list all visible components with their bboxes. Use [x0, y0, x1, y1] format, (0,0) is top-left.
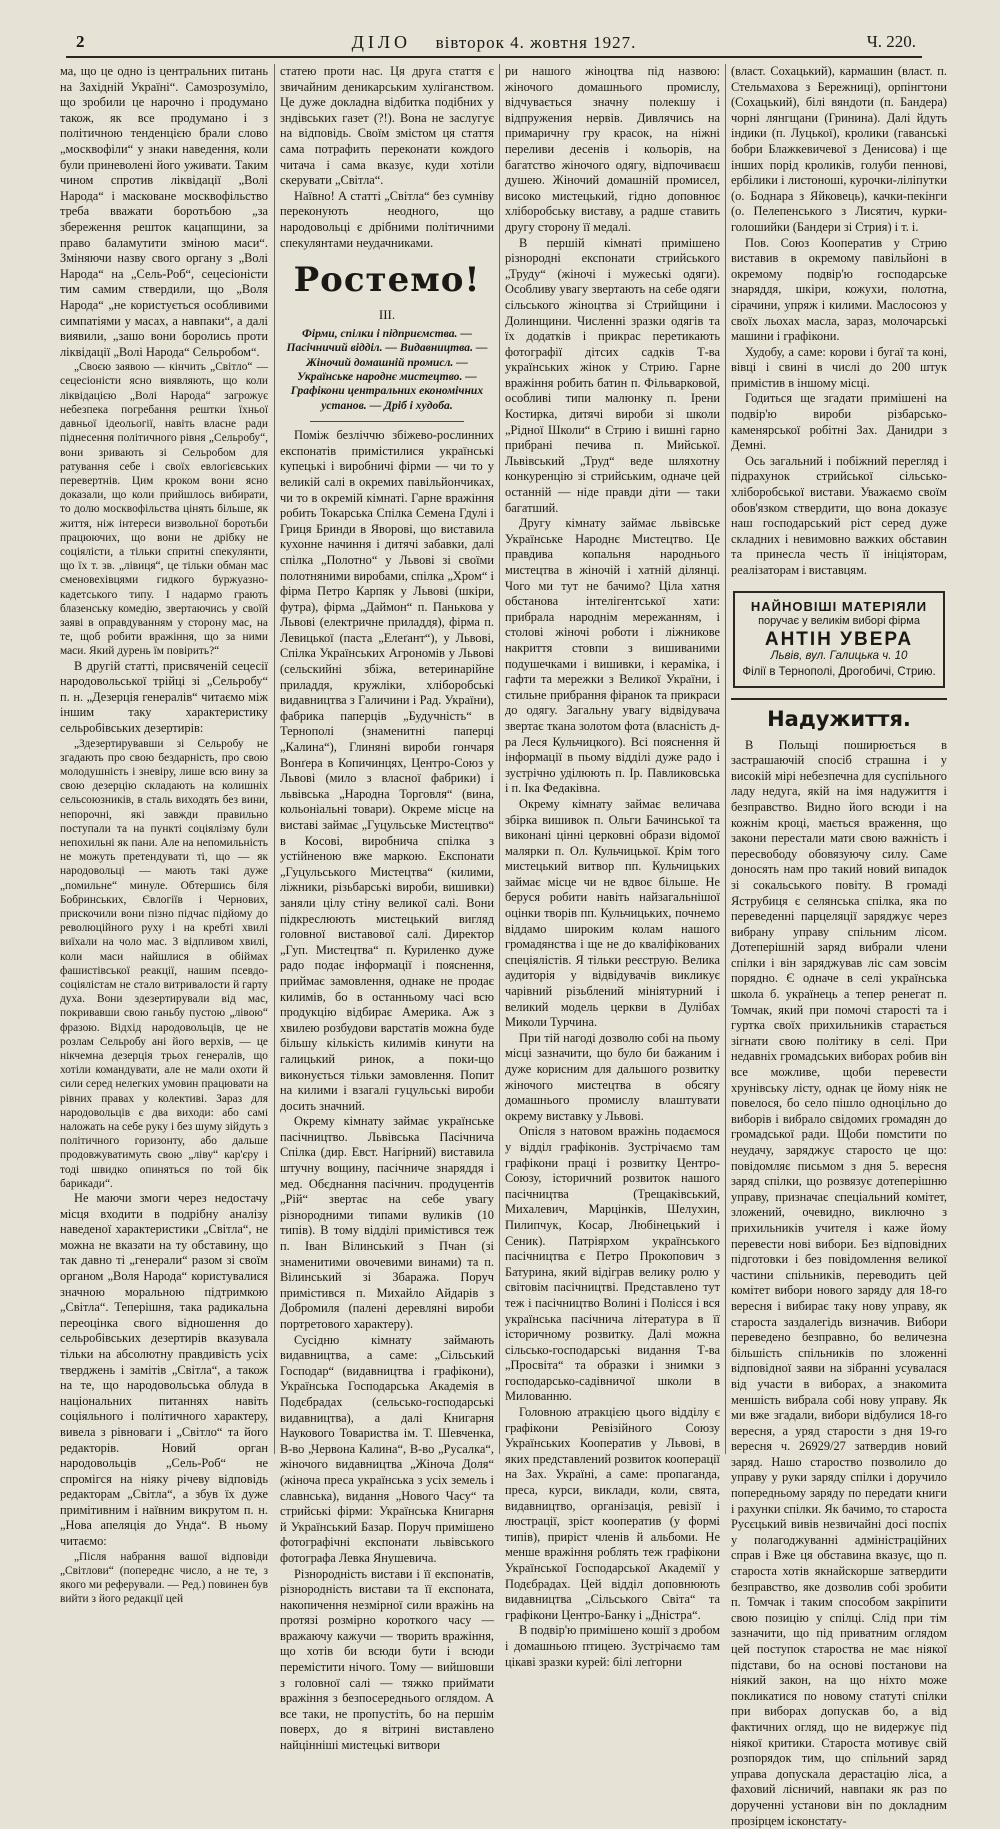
ad-headline: НАЙНОВІШІ МАТЕРІЯЛИ	[750, 598, 928, 614]
paragraph: В подвір'ю примішено кошії з дробом і домашньою птицею. Зустрічаємо там цікаві зразки курей: білі леґгорни	[505, 1623, 720, 1669]
paragraph: Опісля з натовом вражінь подаємося у відділ графіконів. Зустрічаємо там графікони праці і розвитку Центро-Союзу, історичний розвиток нашого пасічництва (Трещаківський, Михалевич, Марцінків, Шелухин, Пилипчук, Косар, Любінецький і Сеник). Патріярхом українського пасічництва є Петро Прокопович з Батурина, який відіграв велику ролю у світовім пасічництві. Представлено тут теж і пасічництво Волині і Полісся і вся українська пасічнича література в її історичному розвитку. Далі можна сільсько-господарські видання Т-ва „Просвіта“ та образки і знимки з господарсько-садівничої школи в Милованню.	[505, 1124, 720, 1404]
masthead	[66, 30, 922, 58]
ad-branches: Філії в Тернополі, Дрогобичі, Стрию.	[742, 665, 936, 678]
quote-paragraph: „Після набрання вашої відповіди „Світлови“ (попереднє число, а не те, з якого ми реферували. — Ред.) повинен був вийти з його редакції цей	[60, 1550, 268, 1606]
paragraph: Не маючи змоги через недостачу місця входити в подрібну аналізу наведеної характеристики „Світла“, не можна не вказати на ту обставину, що так давно ті „генерали“ разом зі своїм органом „Воля Народа“ користувалися значною моральною підтримкою „Світла“. Теперішня, така радикальна переоцінка свого відношення до сельробівських дезертирів вказувала тільки на абсолютну правдивість усіх тверджень і замітів „Світла“, а також на те, що народовольська облуда в національних питаннях навіть соціяльного і політичного характеру, вивела з рівноваги і „Світло“ та його редакторів. Новий орган народовольців „Сель-Роб“ не спромігся на ніяку річеву відповідь редакторам „Світла“, а збув їх дуже примітивним і наївним викрутом п. н. „Нова апеляція до Унда“. В ньому читаємо:	[60, 1191, 268, 1549]
paragraph: В другій статті, присвяченій сецесії народовольської трійці зі „Сельробу“ п. н. „Дезерція генералів“ читаємо між іншим таку характеристику сельробівських дезертирів:	[60, 658, 268, 735]
paragraph: В Польщі поширюється в застрашаючій спосіб страшна і у високій мірі небезпечна для суспільного ладу недуга, якій на імя надужиття і безправство. Видно його всюди і на кожнім кроці, мається враження, що закони перестали мати свою важність і пересвободу обовязуючу силу. Саме доносять нам про такий новий випадок зі сокальського повіту. В громаді Яструбиця є селянська спілка, яка по переведенні парцеляції заряджує через вибрану управу спільним лісом. Дотеперішній заряд вибрали члени спілки і він заряджував ліс сам зовсім порядно. Є одначе в селі українська школа б. українець а тепер ренегат п. Томчак, який при помочі старості та і гуртка своїх прихильників старається зігнати свою політику в селі. При недавніх громадських виборах робив він все можливе, щоби перевести хрунівську лісту, однак це йому ніяк не повелося, бо село пішло одноцільно до виборів і вибрало свідомих громадян до громадської ради. Щоби помстити по неудачу, заряджує старосто це що: повідомляє письмом з дня 5. вересня заряд спілки, що розвязує дотеперішню управу, призначає спеціальний комітет, зложений, очевидно, виключно з прихильників учителя і каже йому перевести нові вибори. Без відповідних підготовки і без повідомлення великої частини спільників, переводить цей комітет вибори нового заряду для 18-го вересня і вибирає таку нову управу, як староста заздалегідь визначив. Вибори переведено безправно, бо величезна більшість спільників по зложенні відповідної заяви на зібранні усувалася від участи в виборах, а знакомита меншість вибрала собі нову управу. Як ми вже згадали, вибори відбулися 18-го вересня, а уряд старости з дня 19-го вересня ч. 26929/27 затвердив новий заряд. Нашо староство позволило до управу у руки заряду спілки і доручило попередньому заряду по передати книги і рахунки спілки. Як бачимо, то староста Русєцький вивів незвичайні досі поспіх у полагоджуванні адміністраційних справ і Вже ця обставина вказує, що п. староста хотів якнайскорше затвердити безправство, яке дозволив собі зробити п. Томчак і таким способом закріпити свою позицію у спілці. Слід при тім зазначити, що під приватним оглядом цей поступок староства не має ніякої підстави, бо на основі постанови на ніякий закон, на що ніхто може покликатися по новому статуті спілки при виборах допускав бо, а від фактичних огляд, що не видержує під ніякої критики. Староста мотивує свій розпорядок тим, що спільний заряд управа допускала дерастацію ліса, а фаховий лісничий, навпаки як раз по дорученні установи він по докладним прозірцем ісконстату-	[731, 737, 947, 1828]
paragraph: статею проти нас. Ця друга стаття є звичайним деникарським хуліганством. Це дуже докладна відбитка подібних у зндівських газет (?!). Вона не заслугує на відповідь. Своїм змістом ця стаття сама потрафить переконати кождого читача і сама вказує, куди хотіли скерувати „Світла“.	[280, 64, 494, 188]
paragraph: Ось загальний і побіжний перегляд і підрахунок стрийської сільсько-хліборобської вистави. Уважаємо своїм обов'язком ствердити, що вона доказує наш господарський ріст серед дуже складних і невимовно важких обставин та принесла честь її ініціяторам, реалізаторам і виставцям.	[731, 453, 947, 577]
paragraph: Поміж безліччю збіжево-рослинних експонатів примістилися українські купецькі і виробничі фірми — чи то у великій салі в окремих павільйончиках, чи то в окремій кімнаті. Гарне вражіння робить Токарська Спілка Семена Гдулі і Гриця Бринди в Яворові, що виставила кухонне начиння і дитячі забавки, далі спілка „Полотно“ у Львові зі своїми полотняними виробами, спілка „Хром“ і фірма Петро Карпяк у Львові (шкіри, футра), фірма „Даймон“ п. Панькова у Львові (електричне приладдя), фірма п. Левицької (паста „Елеґант“), у Львові, Спілка Українських Агрономів у Львові (сельскийні збіжа, ветеринарійне приладдя, кружліки, хліборобські видавництва з Галичини і Рад. України), фабрика паперців „Будучність“ в Тернополі (знаменитні паперці „Калина“), Глиняні вироби гончаря Вонґера в Копичинцях, Центро-Союз у Львові (мило з власної фабрики) і львівська „Народна Торговля“ (вина, кольоніальні товари). Окреме місце на виставі займає „Гуцульське Мистецтво“ в Косові, виробнича спілка з устійненою вже маркою. Експонати „Гуцульського Мистецтва“ (килими, ліжники, різьбарські вироби, вишивки) заняли цілу стіну великої салі. Вони підкреслюють мистецький вигляд головної виставової салі. Директор „Гуп. Мистецтва“ п. Куриленко дуже радо подає інформації і пояснення, приймає замовлення, однаке не продає килимів, бо в останньому часі всю продукцію відбирає Америка. Аж з хвилею розбудови варстатів можна буде більшу кількість килимів кинути на галицький ринок, а поки-що виконується тільки замовлення. Попит на килими і взагалі гуцульські вироби досить значний.	[280, 428, 494, 1113]
issue-date: вівторок 4. жовтня 1927.	[435, 33, 637, 52]
paragraph: Різнородність вистави і її експонатів, різнородність вистави та її експоната, накопичення незмірної сили вражінь на протязі розмірно короткого часу —вражаючу кажучи — творить вражіння, що хотів би всюди бути і всюди перемістити нічого. Тому — вийшовши з головної салі — тяжко приймати вражіння з безпосереднього оглядом. А все таки, не пропустіть, бо на першім поверх, до я вітрині виставлено найцінніші мистецькі витвори	[280, 1566, 494, 1753]
paragraph: Головною атракцією цього відділу є графікони Ревізійного Союзу Українських Кооператив у Львові, в яких представлений розвиток кооперації на Зах. Україні, а саме: пропаганда, преса, курси, виклади, коли, свята, видавництво, організація, ревізії і люстрації, зріст кооператив (у формі типів), приріст членів й альбоми. Не менше вражіння роблять теж графікони Української Господарської Академії у Подєбрадах. Цей відділ доповнюють видавництва „Сільського Світа“ та графікони Центро-Банку і „Дністра“.	[505, 1405, 720, 1622]
ad-subline: поручає у великім виборі фірма	[758, 615, 920, 628]
paragraph: В першій кімнаті примішено різнородні експонати стрийського „Труду“ (жіночі і мужеські одяги). Особливу увагу звертають на себе одяги сільського жіноцтва зі Стрийщини і Долинщини. Численні зразки одягів та їх додатків і прикрас перетикають фотографії дітсих садків Т-ва українських жінок у Стрию. Гарне вражіння робить батин п. Фільварковой, особливі типи малюнку п. Ірени Костирка, дитячі вироби зі школи „Рідної Школи“ в Стрию і вишні гарно прибрані печива п. Мийської. Львівський „Труд“ веде шляхотну конкуренцію зі стрийським, одначе цей останній — ніде правди діти — таки багатший.	[505, 235, 720, 515]
column-rule	[725, 64, 726, 1454]
paragraph: Окрему кімнату займає українське пасічництво. Львівська Пасічнича Спілка (дир. Евст. Нагірний) виставила штучну вощину, пасічниче знаряддя і мед. Обєднання пасічнич. продуцентів „Рій“ звертає на себе увагу різнородними типами вуликів (10 типів). В тому відділі примістився теж п. Іван Вілинський з Пчан (зі знаменитими овочевими винами) та п. Вілинський зі Збаража. Поруч примістився п. Михайло Айдарів з Добромиля (палені деревляні вироби портретового характеру).	[280, 1114, 494, 1331]
ad-company-name: АНТІН УВЕРА	[764, 628, 914, 650]
column-rule	[274, 64, 275, 1454]
page-number: 2	[76, 32, 85, 51]
paragraph: Худобу, а саме: корови і бугаї та коні, вівці і свині в числі до 200 штук примістив в іншому місці.	[731, 344, 947, 390]
masthead-center	[66, 32, 922, 53]
paragraph: Наївно! А статті „Світла“ без сумніву переконують неодного, що народовольці є дрібними політичними спекулянтами неудачниками.	[280, 188, 494, 250]
article-part-number: III.	[378, 307, 396, 323]
paragraph: ри нашого жіноцтва під назвою: жіночого домашнього промислу, відчувається значну полекшу і відпружения нервів. Дивлячись на примаричну гру красок, на ніжні переливи десенів і кольорів, на багатство жіночого одягу, відпочиваєш душею. Жіночий домашній промисел, високо мистецький, гідно доповнює хліборобську виставу, а радше ставить другу сторону її медалі.	[505, 64, 720, 234]
column-1	[60, 64, 268, 1606]
paragraph: Окрему кімнату займає величава збірка вишивок п. Ольги Бачинської та виконані цінні церковні образи відомої малярки п. Ол. Кульчицької. Крім того мистецький витвор пп. Кульчицьких займає місце чи не вдвоє більше. Не беруся робити навіть найзагальнішої оцінки творів пп. Кульчицьких, почнемо віддамо широким колам нашого громадянства і ще не до кваліфікованих спеціялістів. Я тільки реєструю. Велика аудиторія у відвідувачів викликує чарівний різьблений мініятурний і великий модель церкви в Дулібах Миколи Турчина.	[505, 796, 720, 1030]
issue-number: Ч. 220.	[866, 32, 916, 51]
divider	[310, 421, 464, 422]
paragraph: Пов. Союз Кооператив у Стрию виставив в окремому павільйоні в окремому подвір'ю господарське знаряддя, шкіри, кожухи, полотна, сірачини, упряж і килими. Маслосоюз у своїх льохах масла, зараз, молочарські машини і графікони.	[731, 235, 947, 344]
section-divider	[731, 698, 947, 700]
newspaper-title: ДІЛО	[351, 32, 412, 52]
paragraph: Годиться ще згадати примішені на подвір'ю вироби різбарсько-каменярської робітні Зах. Данидри з Демні.	[731, 391, 947, 453]
quote-paragraph: „Здезертирувавши зі Сельробу не згадають про свою бездарність, про свою молодушність і зневіру, лише всю вину за свою дезерцію складають на колишніх сельсоюзників, в сталь виходять без вини, непорочні, які завжди правильно поступали та на пункті соціялізму були непохильні як пани. Але на непомильність не можуть претендувати ті, що — як народовольці — мають такі дуже „помильне“ минуле. Обтершись біля Бобринських, Євлогіїв і Чернових, прискочили вони пізно підчас підйому до революційного руху і на кребті хвилі виїхали на чоло мас. З відпливом хвилі, коли маси найшлися в обіймах фашистівської реакції, нашим псевдо-соціялістам не стало витривалости й гарту духа. Вони здезертирували від мас, покривавши свою ганьбу пустою „лівою“ фразою. Відхід народовольців, це не розлам Сельробу ані його верхів, — це нікчемна дезерція трьох генералів, що хотіли командувати, але не мали охоти й сили серед нелегких умовин працювати на рівних правах у колективі. Зараз для народовольців є два виходи: або самі наложать на себе руку і без шуму зійдуть з політичного горизонту, або дальше продовжуватимуть свою „ліву“ кар'єру і тоді швидко опиняться по той бік барикади“.	[60, 737, 268, 1190]
column-4	[731, 64, 947, 1828]
quote-paragraph: „Своєю заявою — кінчить „Світло“ — сецесіоністи ясно виявляють, що коли ліквідацією „Волі Народа“ загрожує небезпека погребання рештки їхньої давньої ідеольогії, навіть власне ради піднесення політичного рівня „Сельробу“, вони зривають зі Сельробом для ратування себе і своїх евлогієвських перевертнів. Цим кроком вони ясно доказали, що коли прийшлось вибирати, то долю москвофільства цінять більше, як життя, ніж інтереси визвольної боротьби працюючих, що вони не дрібку не соціялісти, а тільки спритні спекулянти, що їх т. зв. „лівиця“, це тільки обман мас сменовехівцями гидкого буржуазно-кадетського типу. І надармо грають блазенську комедію, звертаючись у своїй заяві в оправдуванням у сторону мас, на те, щоб робити вражіння, що за ними маси. Який дурень їм повірить?“	[60, 361, 268, 658]
article-title: Ростемо!	[293, 260, 481, 301]
advertisement-box	[733, 591, 945, 688]
paragraph: Сусідню кімнату займають видавництва, а саме: „Сільський Господар“ (видавництва і графікони), Українська Господарська Академія в Подєбрадах (сельсько-господарські видавництва), а далі Книгарня Наукового Товариства ім. Т. Шевченка, В-во „Червона Калина“, В-во „Русалка“, жіночого видавництва „Жіноча Доля“ (жіноча преса українська з усіх земель і славнська), видання „Нового Часу“ та стрийські фірми: Українська Книгарня й Український Базар. Поруч примішено фотографічні експонати львівського фотографа Левка Янушевича.	[280, 1332, 494, 1565]
article-lead: Фірми, спілки і підприємства. — Пасічничий відділ. — Видавництва. — Жіночий домашній промисл. — Українське народнє мистецтво. — Графікони центральних економічних установ. — Дріб і худоба.	[286, 326, 488, 412]
column-2	[280, 64, 494, 1753]
paragraph: (власт. Сохацький), кармашин (власт. п. Стельмахова з Бережниці), орпінгтони (Сохацький), білі вяндоти (п. Бандера) чорні лянгщани (Гринина). Далі йдуть індики (п. Луцької), кролики (гаванські бобри Блажкевичевої з Денисова) і ще інших порід кроликів, голуби пеннові, ербілики і листоноші, курочки-ліліпутки (о. Боднара з Яйковець), качки-пекінги (о. Пелепенського з Лисятич, курки-голошийки (Бандери зі Стрия) і т. і.	[731, 64, 947, 234]
paragraph: ма, що це одно із центральних питань на Західній Україні“. Самозрозуміло, що зробили це нарочно і продумано також, як все продумано і з політичною тенденцією брали слово „москвофіли“ у знаки наведення, коли були приневолені його уживати. Таким чином спротив ліквідації „Волі Народа“ і масковане москвофільство треба вважати боротьбою „за збереження решток кацапщини, за право баламутити зміною маси“. Зміняючи назву свого органу з „Волі Народа“ на „Сель-Роб“, сецесіоністи тим самим ствердили, що „Воля Народа“ „не користується особливими симпатіями у масах, а навпаки“, а далі виявили, „зашо вони боролись проти ліквідації „Волі Народа“ Сельробом“.	[60, 64, 268, 359]
article-title: Надужиття.	[767, 706, 911, 731]
paragraph: При тій нагоді дозволю собі на пьому місці зазначити, що було би бажаним і дуже корисним для дальшого розвитку жіночого мистецтва в обсягу домашнього промислу влаштувати окрему виставку у Львові.	[505, 1030, 720, 1123]
paragraph: Другу кімнату займає львівське Українське Народнє Мистецтво. Це правдива копальня народнього мистецтва в жіночій і хатній ділянці. Чого ми тут не бачимо? Ціла хатня обстанова інтелігентської хати: прибрала народнім мережанням, і столові жіночі роботи і ліжникове накриття стовпи з вишиваними подушечками і вишивки, і кераміка, і гафти та мережки з Великої України, і стильне прибрання фіранок та прикраси до одягу. Загальну увагу відвідувача звертає ткана золотом фота (власність д-ра Леся Кульчицкого). Всі пояснення й інформації в пьому відділі дуже радо і зустрічно уділюють п. Ір. Павликовська і п. Іка Федаківна.	[505, 516, 720, 796]
ad-address: Львів, вул. Галицька ч. 10	[770, 650, 908, 663]
column-rule	[499, 64, 500, 1454]
column-3	[505, 64, 720, 1669]
